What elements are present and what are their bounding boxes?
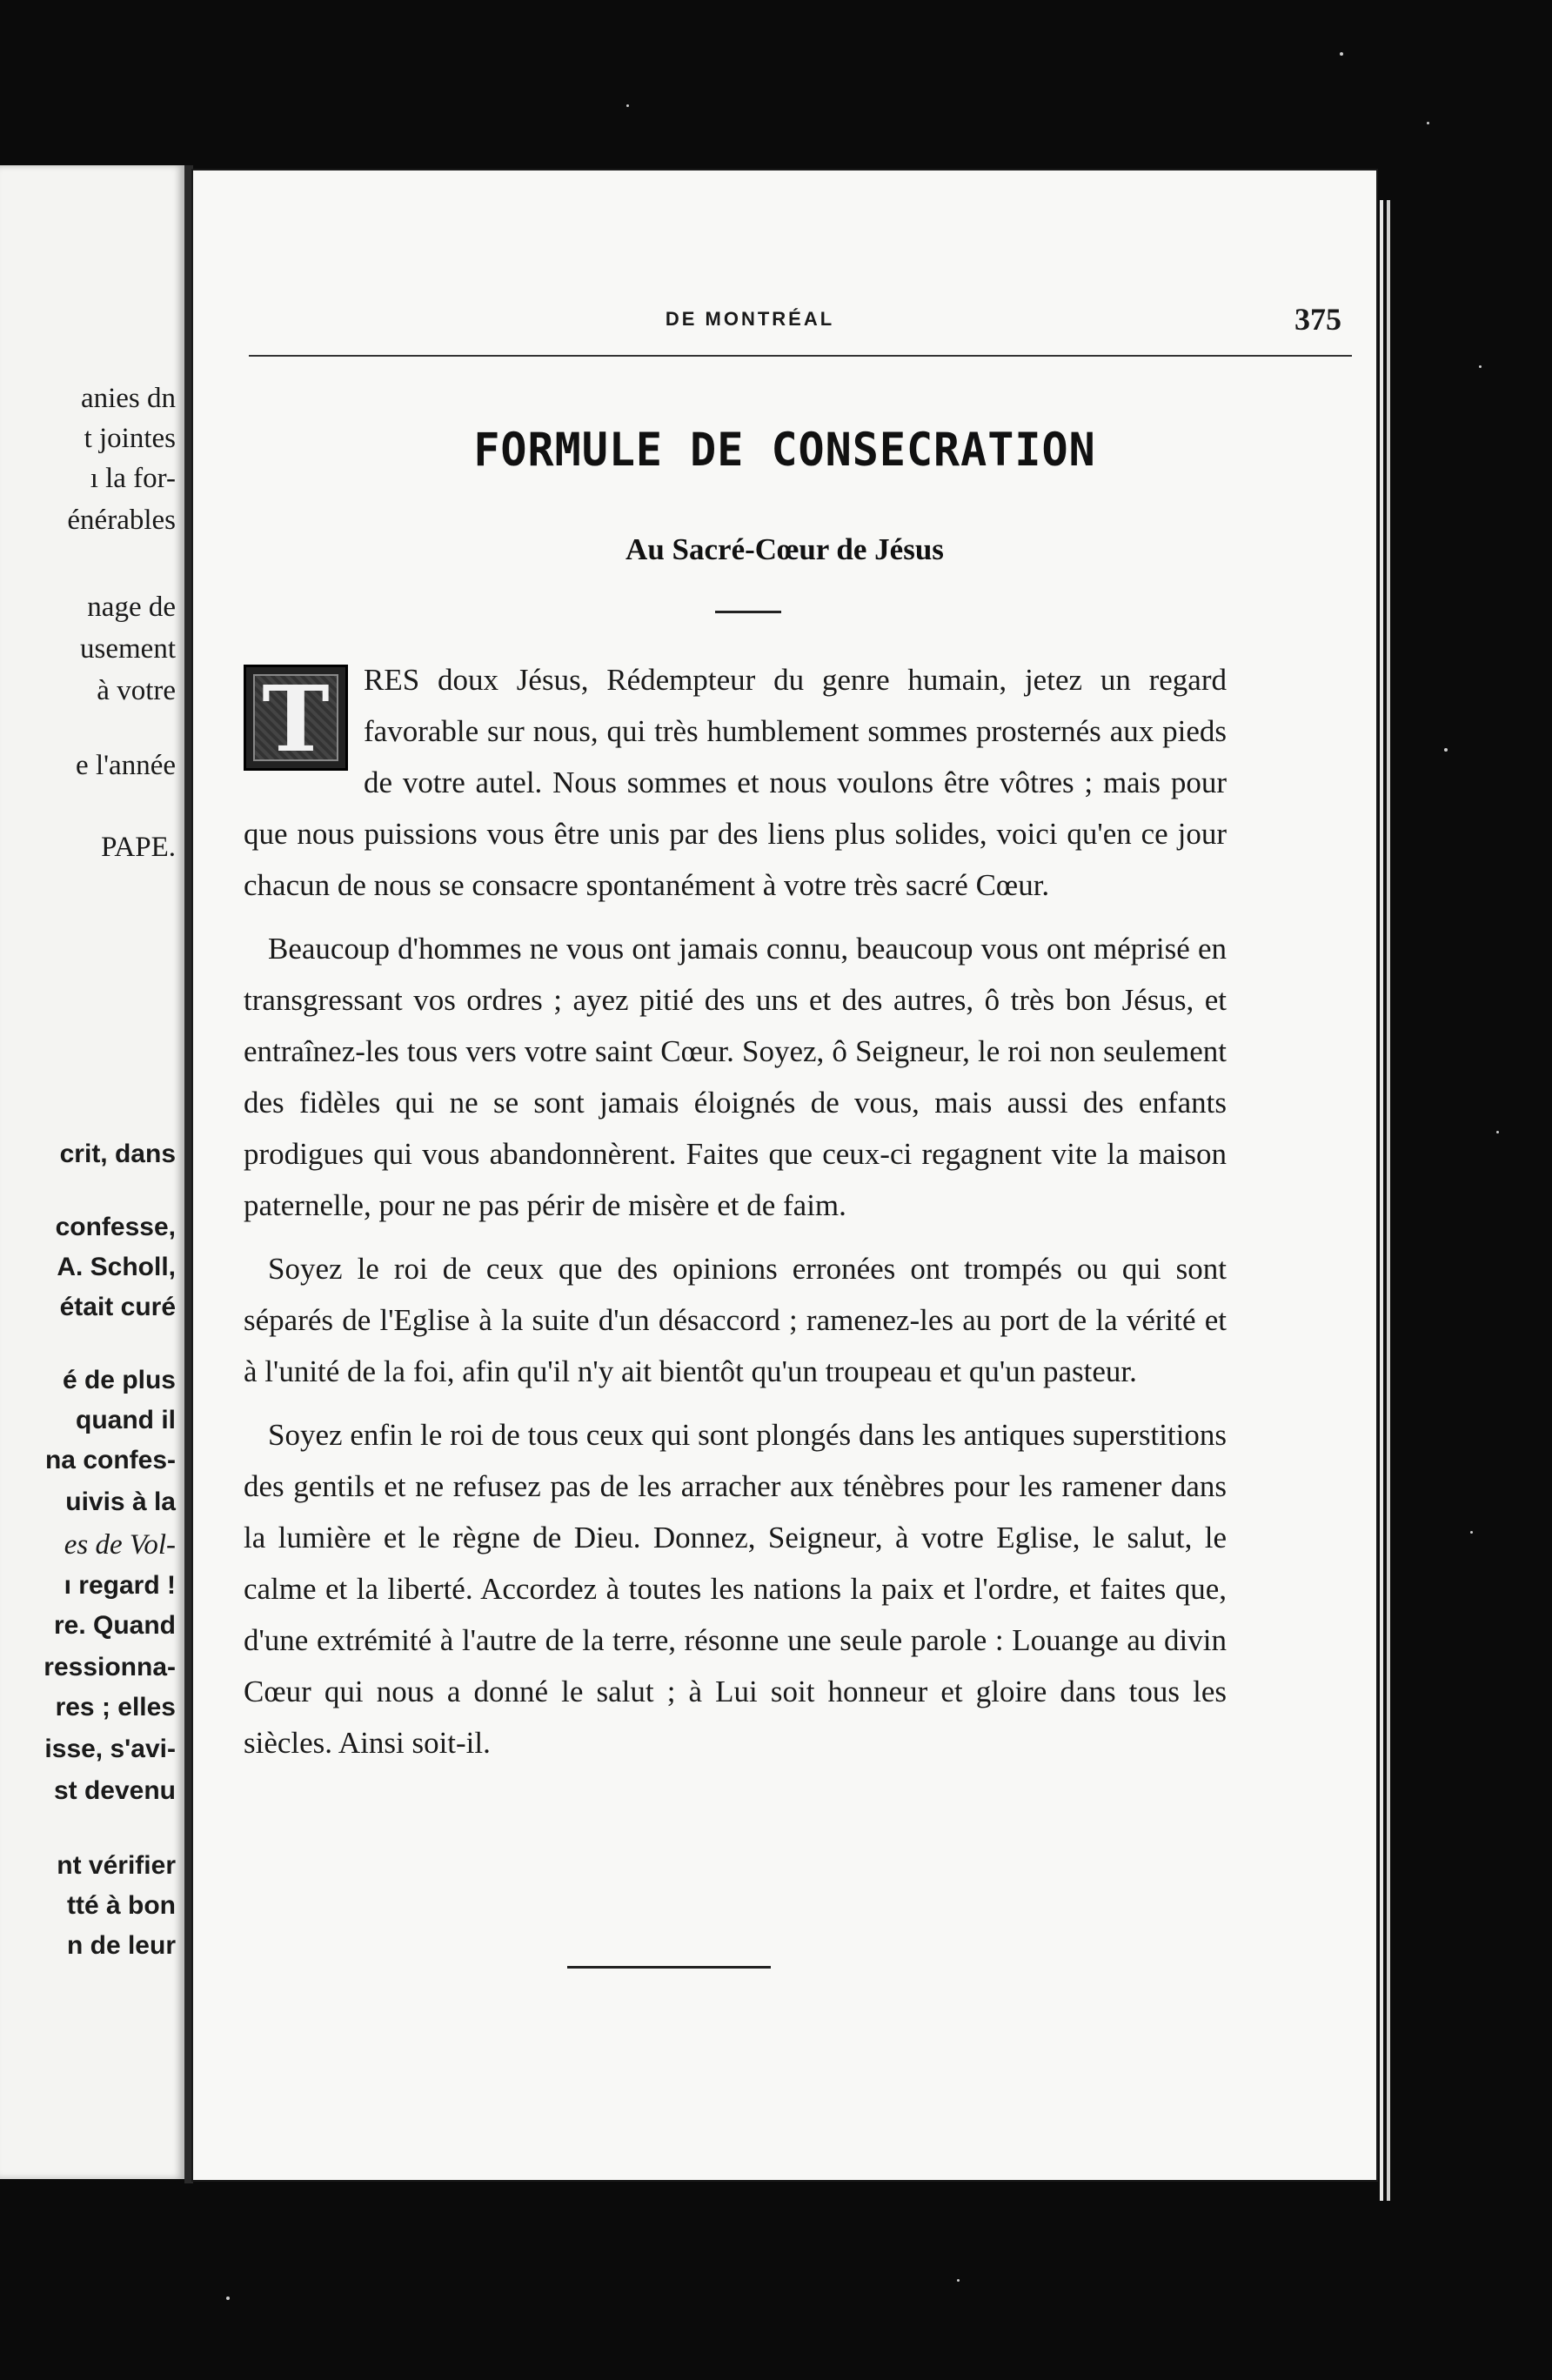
left-page-line: ressionna- xyxy=(43,1653,176,1681)
left-page-line: énérables xyxy=(67,505,176,536)
background-speck xyxy=(957,2279,960,2282)
background-speck xyxy=(1340,52,1343,56)
left-page-line: tté à bon xyxy=(67,1891,176,1920)
header-rule xyxy=(249,355,1352,357)
left-page-line: res ; elles xyxy=(55,1693,176,1721)
book-page xyxy=(193,170,1376,2180)
background-speck xyxy=(1444,748,1448,752)
title-divider xyxy=(715,611,781,613)
left-page-line: confesse, xyxy=(55,1213,176,1241)
left-page-line: quand il xyxy=(76,1406,176,1434)
left-page-line: ı la for- xyxy=(90,463,176,494)
left-page-line: nt vérifier xyxy=(57,1851,176,1880)
paragraph-text: RES doux Jésus, Rédempteur du genre humain, jetez un regard favorable sur nous, qui très humblement sommes prosternés aux pieds de votre autel. Nous sommes et nous voulons être vôtres ; mais pour que nous puissions vous être unis par des liens plus solides, voici qu'en ce jour chacun de nous se consacre spontanément à votre très sacré Cœur. xyxy=(244,663,1227,902)
body-text xyxy=(244,654,1227,1781)
background-speck xyxy=(1470,1531,1473,1534)
page-number: 375 xyxy=(1294,302,1341,337)
left-page-line: st devenu xyxy=(53,1776,176,1805)
left-page-line: était curé xyxy=(59,1293,176,1321)
left-page-line: es de Vol- xyxy=(64,1529,176,1561)
left-page-line: ı regard ! xyxy=(64,1571,176,1600)
left-page-line: re. Quand xyxy=(53,1611,176,1640)
left-page-line: na confes- xyxy=(44,1446,176,1474)
background-speck xyxy=(1479,365,1482,368)
background-speck xyxy=(226,2296,230,2300)
left-page-line: uivis à la xyxy=(65,1488,176,1516)
dropcap-ornament xyxy=(244,665,348,771)
background-speck xyxy=(1427,122,1429,124)
background-speck xyxy=(1496,1131,1499,1133)
dropcap-letter: T xyxy=(262,665,330,772)
left-page-line: A. Scholl, xyxy=(57,1253,176,1281)
left-page-line: usement xyxy=(80,633,176,665)
left-page-line: n de leur xyxy=(66,1931,176,1960)
paragraph: Soyez enfin le roi de tous ceux qui sont plongés dans les antiques superstitions des gentils et ne refusez pas de les arracher aux ténèbres pour les ramener dans la lumière et le règne de Dieu. Donnez, Seigneur, à votre Eglise, le salut, le calme et la liberté. Accordez à toutes les nations la paix et l'ordre, et faites que, d'une extrémité à l'autre de la terre, résonne une seule parole : Louange au divin Cœur qui nous a donné le salut ; à Lui soit honneur et gloire dans tous les siècles. Ainsi soit-il. xyxy=(244,1418,1227,1760)
page-title: FORMULE DE CONSECRATION xyxy=(473,423,1096,477)
page-edge xyxy=(1387,200,1390,2201)
left-page-fragment xyxy=(0,165,184,2179)
paragraph xyxy=(244,654,1227,911)
left-page-line: à votre xyxy=(97,675,176,706)
left-page-line: PAPE. xyxy=(101,832,176,863)
page-edge xyxy=(1380,200,1383,2201)
background-speck xyxy=(626,104,629,107)
left-page-line: anies dn xyxy=(80,383,176,414)
running-head xyxy=(245,302,1341,360)
book-spine xyxy=(184,165,193,2183)
paragraph: Soyez le roi de ceux que des opinions erronées ont trompés ou qui sont séparés de l'Eglise à la suite d'un désaccord ; ramenez-les au port de la vérité et à l'unité de la foi, afin qu'il n'y ait bientôt qu'un troupeau et qu'un pasteur. xyxy=(244,1252,1227,1388)
left-page-line: e l'année xyxy=(76,750,176,781)
left-page-line: é de plus xyxy=(62,1366,176,1394)
paragraph: Beaucoup d'hommes ne vous ont jamais connu, beaucoup vous ont méprisé en transgressant vos ordres ; ayez pitié des uns et des autres, ô très bon Jésus, et entraînez-les tous vers votre saint Cœur. Soyez, ô Seigneur, le roi non seulement des fidèles qui ne se sont jamais éloignés de vous, mais aussi des enfants prodigues qui vous abandonnèrent. Faites que ceux-ci regagnent vite la maison paternelle, pour ne pas périr de misère et de faim. xyxy=(244,932,1227,1222)
left-page-line: t jointes xyxy=(84,423,176,454)
page-subtitle: Au Sacré-Cœur de Jésus xyxy=(625,532,944,566)
running-head-title: DE MONTRÉAL xyxy=(665,308,835,330)
left-page-line: isse, s'avi- xyxy=(44,1735,176,1763)
left-page-line: crit, dans xyxy=(59,1140,176,1168)
left-page-line: nage de xyxy=(87,592,176,623)
end-divider xyxy=(567,1966,771,1969)
